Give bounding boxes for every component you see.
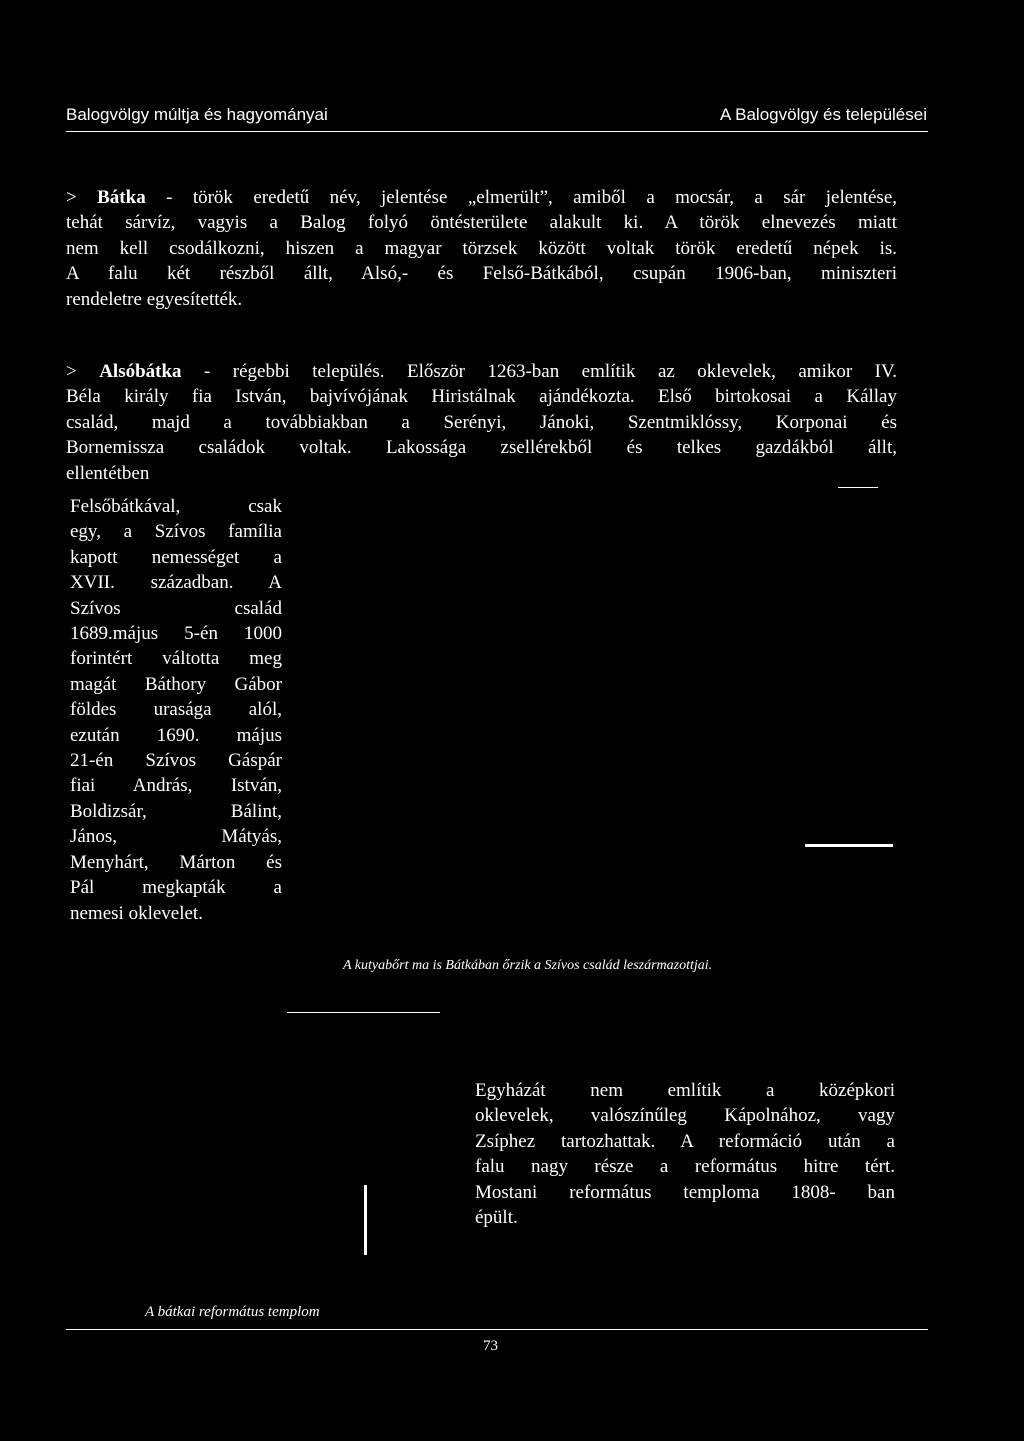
header-right: A Balogvölgy és települései	[720, 105, 927, 124]
batka-line: tehát sárvíz, vagyis a Balog folyó öntésterülete alakult ki. A török elnevezés miatt	[66, 212, 897, 234]
page-number: 73	[483, 1338, 498, 1354]
batka-heading: Bátka	[97, 187, 146, 208]
church-line: épült.	[475, 1207, 518, 1229]
photo-caption: A kutyabőrt ma is Bátkában őrzik a Szívos család leszármazottjai.	[343, 958, 713, 973]
column-line: magát Báthory Gábor	[70, 673, 282, 695]
column-line: Pál megkapták a	[70, 877, 282, 899]
alsobatka-line-1	[66, 359, 897, 384]
text-line: - török eredetű név, jelentése „elmerült”, amiből a mocsár, a sár jelentése,	[145, 187, 897, 208]
column-line: ezután 1690. május	[70, 724, 282, 746]
column-line: egy, a Szívos família	[70, 521, 282, 543]
column-line: kapott nemességet a	[70, 546, 282, 568]
batka-line: A falu két részből állt, Alsó,- és Felső-Bátkából, csupán 1906-ban, miniszteri	[66, 263, 897, 285]
section-divider	[287, 1012, 440, 1013]
column-line: földes urasága alól,	[70, 699, 282, 721]
column-line: forintért váltotta meg	[70, 648, 282, 670]
batka-line: rendeletre egyesítették.	[66, 288, 243, 310]
church-paragraph	[475, 1078, 895, 1230]
batka-line: nem kell csodálkozni, hiszen a magyar törzsek között voltak török eredetű népek is.	[66, 237, 897, 259]
alsobatka-column	[70, 494, 282, 926]
photo-mark	[805, 844, 893, 847]
column-line: 21-én Szívos Gáspár	[70, 750, 282, 772]
batka-line-1	[66, 185, 897, 210]
text-line: - régebbi település. Először 1263-ban említik az oklevelek, amikor IV.	[181, 361, 897, 382]
alsobatka-line: Bornemissza családok voltak. Lakossága zsellérekből és telkes gazdákból állt,	[66, 437, 897, 459]
church-line: falu nagy része a református hitre tért.	[475, 1156, 895, 1178]
alsobatka-line: család, majd a továbbiakban a Serényi, Jánoki, Szentmiklóssy, Korponai és	[66, 411, 897, 433]
church-caption: A bátkai református templom	[145, 1304, 320, 1320]
alsobatka-heading: Alsóbátka	[99, 361, 182, 382]
column-line: Szívos család	[70, 597, 282, 619]
bullet-marker: >	[66, 187, 77, 208]
church-line: oklevelek, valószínűleg Kápolnához, vagy	[475, 1105, 895, 1127]
column-line: Felsőbátkával, csak	[70, 496, 282, 517]
column-line: Menyhárt, Márton és	[70, 851, 282, 873]
header-rule	[66, 131, 928, 132]
header-left: Balogvölgy múltja és hagyományai	[66, 105, 328, 124]
bullet-marker: >	[66, 361, 77, 382]
column-line: Boldizsár, Bálint,	[70, 800, 282, 822]
batka-paragraph	[66, 185, 897, 312]
footer-rule	[66, 1329, 928, 1330]
church-line: Egyházát nem említik a középkori	[475, 1080, 895, 1101]
photo-mark	[364, 1185, 367, 1255]
column-line: nemesi oklevelet.	[70, 902, 203, 924]
church-line: Zsíphez tartozhattak. A reformáció után a	[475, 1130, 895, 1152]
photo-mark	[838, 487, 878, 488]
church-line: Mostani református temploma 1808- ban	[475, 1181, 895, 1203]
alsobatka-paragraph	[66, 359, 897, 486]
column-line: fiai András, István,	[70, 775, 282, 797]
column-line: János, Mátyás,	[70, 826, 282, 848]
column-line: 1689.május 5-én 1000	[70, 623, 282, 645]
column-line: XVII. században. A	[70, 572, 282, 594]
alsobatka-line: ellentétben	[66, 462, 150, 484]
alsobatka-line: Béla király fia István, bajvívójának Hiristálnak ajándékozta. Első birtokosai a Kállay	[66, 386, 897, 408]
